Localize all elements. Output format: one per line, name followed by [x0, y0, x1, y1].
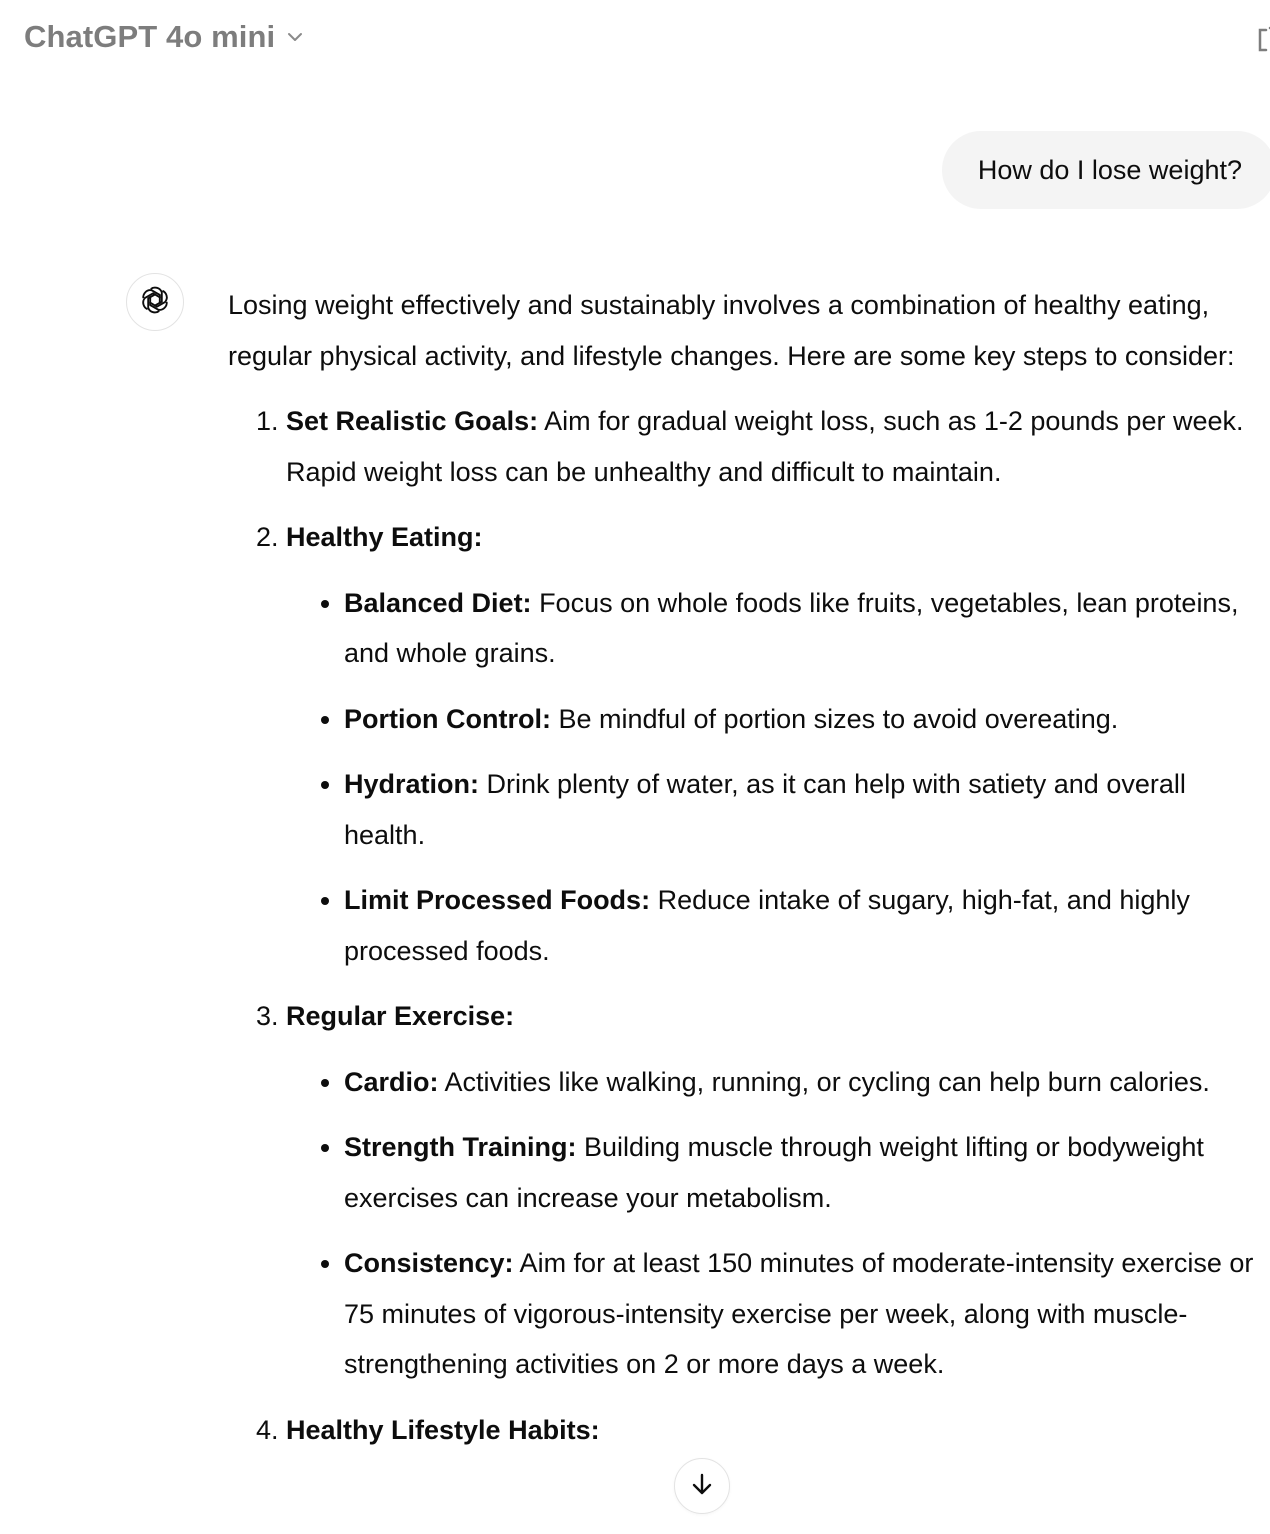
user-message-text: How do I lose weight?: [977, 154, 1242, 185]
sub-text: Be mindful of portion sizes to avoid overeating.: [550, 703, 1119, 734]
list-item: [286, 396, 1268, 497]
sub-list: [286, 578, 1268, 977]
list-item: [286, 512, 1268, 976]
user-message-bubble: [942, 131, 1270, 209]
new-chat-icon[interactable]: [1256, 26, 1270, 54]
step-title: Set Realistic Goals:: [286, 406, 539, 436]
sub-text: Reduce intake of sugary, high-fat, and highly processed foods.: [344, 885, 1190, 966]
list-item: [344, 759, 1268, 860]
sub-title: Strength Training:: [344, 1132, 577, 1162]
arrow-down-icon: [689, 1471, 715, 1502]
step-title: Regular Exercise:: [286, 1001, 515, 1031]
sub-title: Hydration:: [344, 769, 479, 799]
sub-title: Balanced Diet:: [344, 587, 532, 618]
steps-list: [228, 396, 1268, 1455]
sub-text: Focus on whole foods like fruits, vegetables, lean proteins, and whole grains.: [344, 587, 1239, 668]
sub-text: Activities like walking, running, or cycling can help burn calories.: [438, 1066, 1210, 1097]
model-name: ChatGPT 4o mini: [24, 19, 276, 54]
step-title: Healthy Lifestyle Habits:: [286, 1414, 600, 1445]
sub-list: [286, 1057, 1268, 1390]
sub-title: Consistency:: [344, 1248, 514, 1278]
list-item: [344, 875, 1268, 976]
sub-text: Building muscle through weight lifting or bodyweight exercises can increase your metabolism.: [344, 1132, 1204, 1213]
list-item: [286, 1405, 1268, 1456]
step-title: Healthy Eating:: [286, 522, 483, 552]
assistant-message: [228, 280, 1268, 1470]
sub-title: Limit Processed Foods:: [344, 885, 651, 915]
list-item: [344, 1122, 1268, 1223]
assistant-avatar: [126, 273, 184, 331]
openai-logo-icon: [138, 283, 172, 322]
scroll-down-button[interactable]: [674, 1458, 730, 1514]
step-text: Aim for gradual weight loss, such as 1-2 pounds per week. Rapid weight loss can be unhealthy and difficult to maintain.: [286, 406, 1244, 487]
assistant-intro: Losing weight effectively and sustainably involves a combination of healthy eating, regular physical activity, and lifestyle changes. Here are some key steps to consider:: [228, 290, 1235, 371]
sub-text: Aim for at least 150 minutes of moderate-intensity exercise or 75 minutes of vigorous-intensity exercise per week, along with muscle-strengthening activities on 2 or more days a week.: [344, 1248, 1254, 1379]
sub-text: Drink plenty of water, as it can help with satiety and overall health.: [344, 769, 1186, 850]
list-item: [286, 991, 1268, 1390]
sub-title: Portion Control:: [344, 703, 551, 734]
sub-title: Cardio:: [344, 1066, 439, 1097]
header: [0, 0, 1270, 76]
list-item: [344, 1057, 1268, 1108]
list-item: [344, 694, 1268, 745]
model-selector[interactable]: [14, 12, 317, 62]
list-item: [344, 578, 1268, 679]
list-item: [344, 1238, 1268, 1390]
chevron-down-icon: [283, 25, 307, 49]
